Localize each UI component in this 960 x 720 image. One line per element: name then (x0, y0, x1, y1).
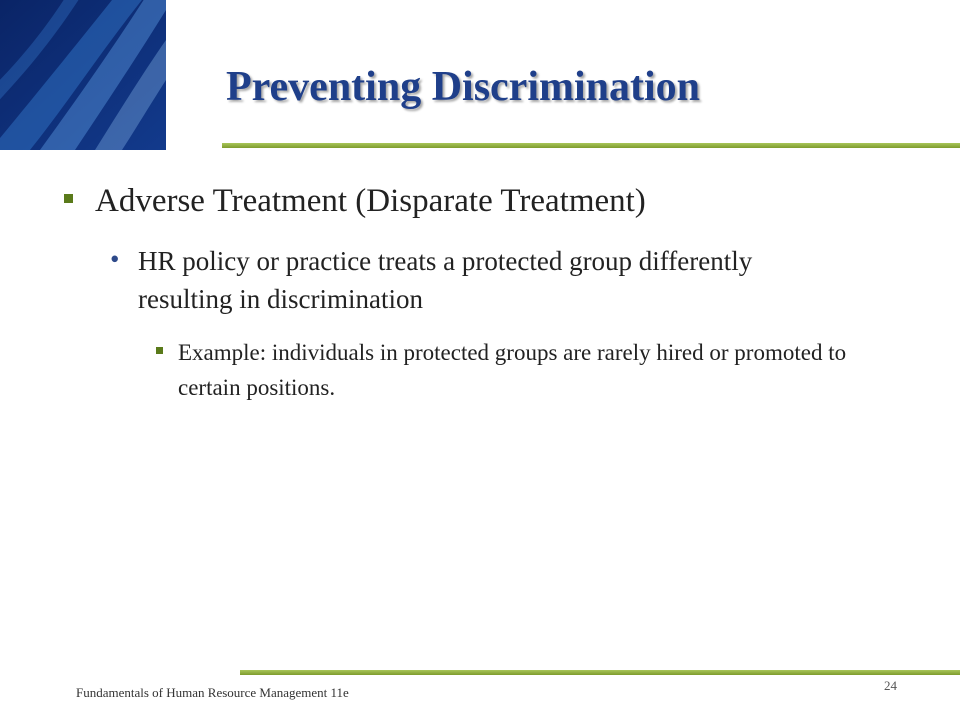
page-number: 24 (884, 678, 897, 693)
footer-text: Fundamentals of Human Resource Management 11e (76, 685, 349, 700)
bullet-level-1-text: Adverse Treatment (Disparate Treatment) (95, 183, 646, 219)
slide-title: Preventing Discrimination (226, 64, 701, 110)
bullet-level-2-text: HR policy or practice treats a protected group differently resulting in discrimination (138, 246, 753, 314)
square-bullet-icon (156, 347, 163, 354)
bullet-level-3-text: Example: individuals in protected groups are rarely hired or promoted to certain positions. (178, 340, 847, 400)
dot-bullet-icon: • (110, 244, 120, 274)
corner-decoration (0, 0, 166, 150)
title-underline (222, 143, 960, 148)
footer-rule (240, 670, 960, 675)
square-bullet-icon (64, 194, 73, 203)
